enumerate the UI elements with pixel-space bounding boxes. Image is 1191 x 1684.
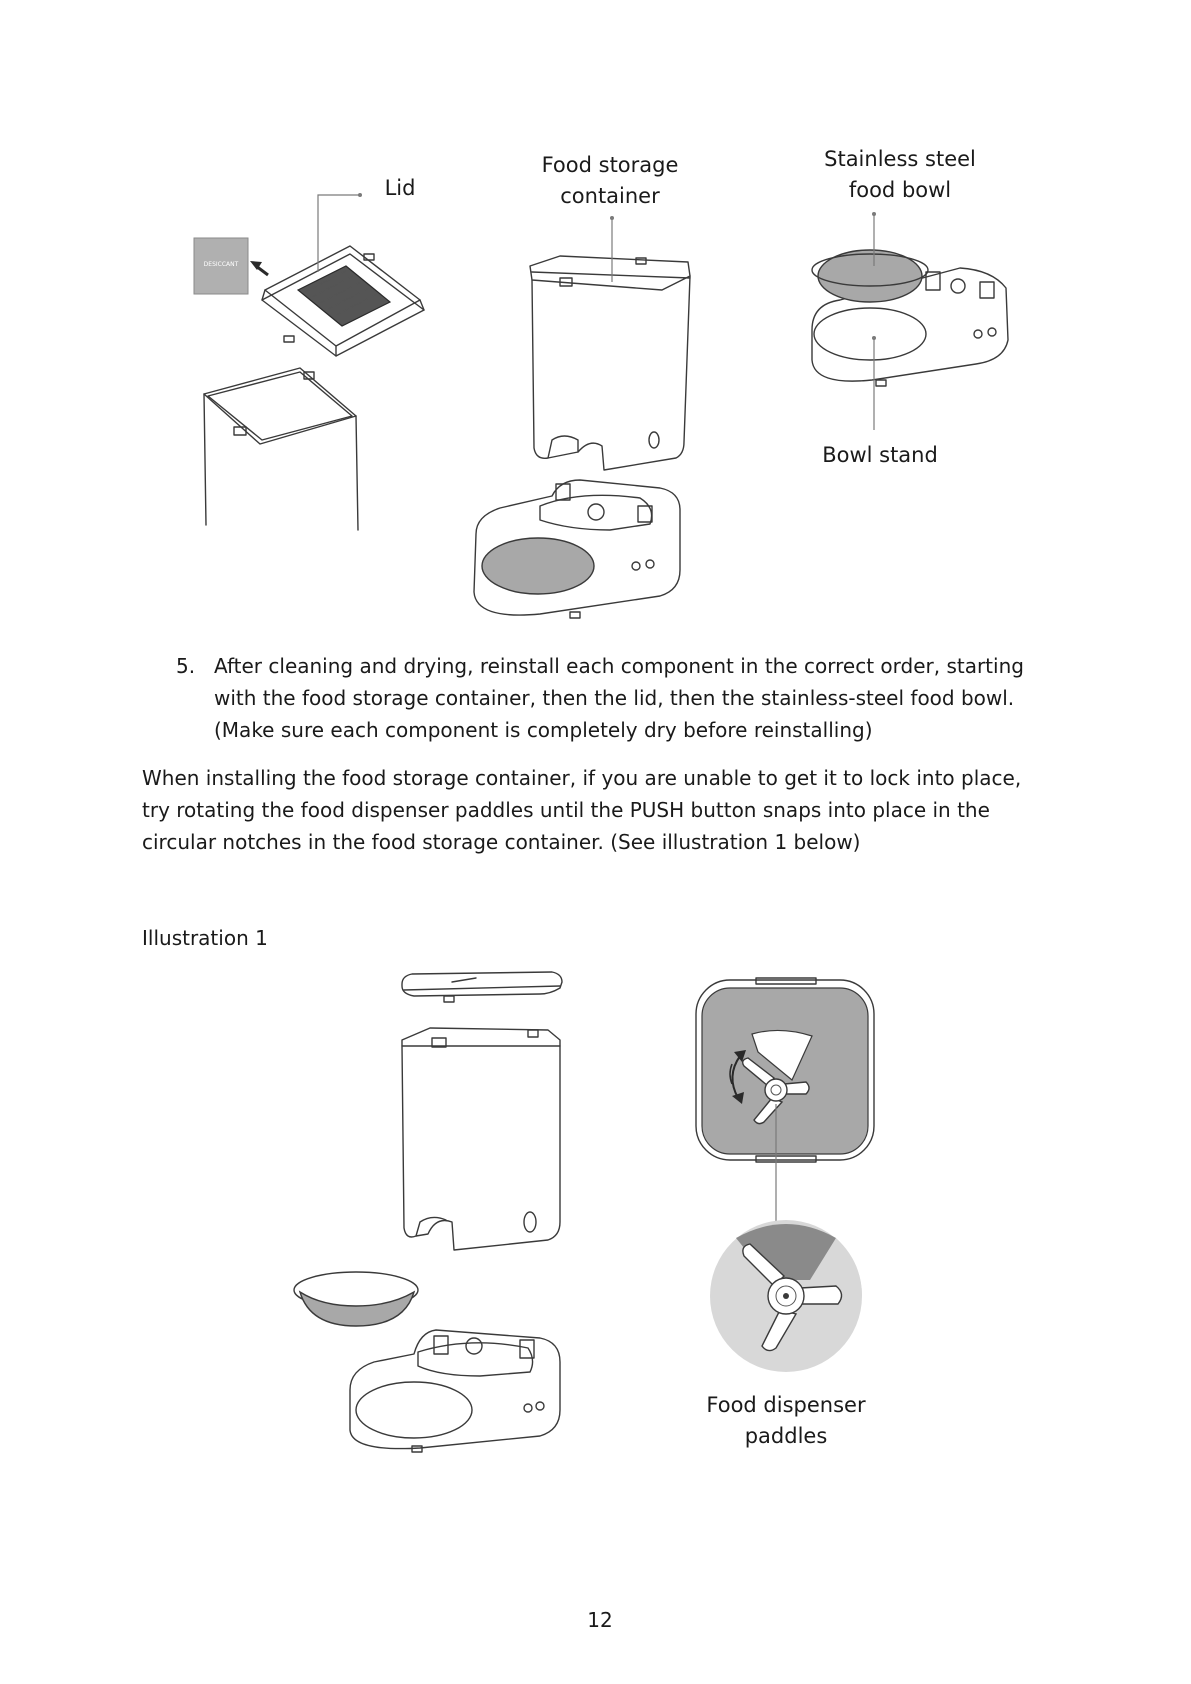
paddles-zoom-illustration xyxy=(710,1220,862,1372)
illustration-title: Illustration 1 xyxy=(142,926,268,950)
steel-bowl-bottom-illustration xyxy=(294,1272,418,1326)
step-5-text: After cleaning and drying, reinstall each component in the correct order, starting with the food storage container, then the lid, then the stainless-steel food bowl. (Make sure each component is completely dry before reinstalling) xyxy=(214,654,1024,742)
label-steel-bowl: Stainless steel food bowl xyxy=(824,147,976,202)
label-bowl-stand: Bowl stand xyxy=(822,443,938,467)
install-note: When installing the food storage container, if you are unable to get it to lock into place, try rotating the food dispenser paddles until the PUSH button snaps into place in the circular notches in the food storage container. (See illustration 1 below) xyxy=(142,766,1022,854)
label-paddles: Food dispenser paddles xyxy=(706,1393,866,1448)
label-lid: Lid xyxy=(384,176,416,200)
top-view-illustration xyxy=(696,978,874,1162)
label-food-storage: Food storage container xyxy=(541,153,679,208)
desiccant-text: DESICCANT xyxy=(203,261,239,268)
base-bottom-illustration xyxy=(350,1330,560,1452)
page-number: 12 xyxy=(587,1608,613,1632)
container-bottom-illustration xyxy=(402,1028,560,1250)
lid-bottom-illustration xyxy=(402,972,562,1002)
step-5-number: 5. xyxy=(176,654,196,678)
